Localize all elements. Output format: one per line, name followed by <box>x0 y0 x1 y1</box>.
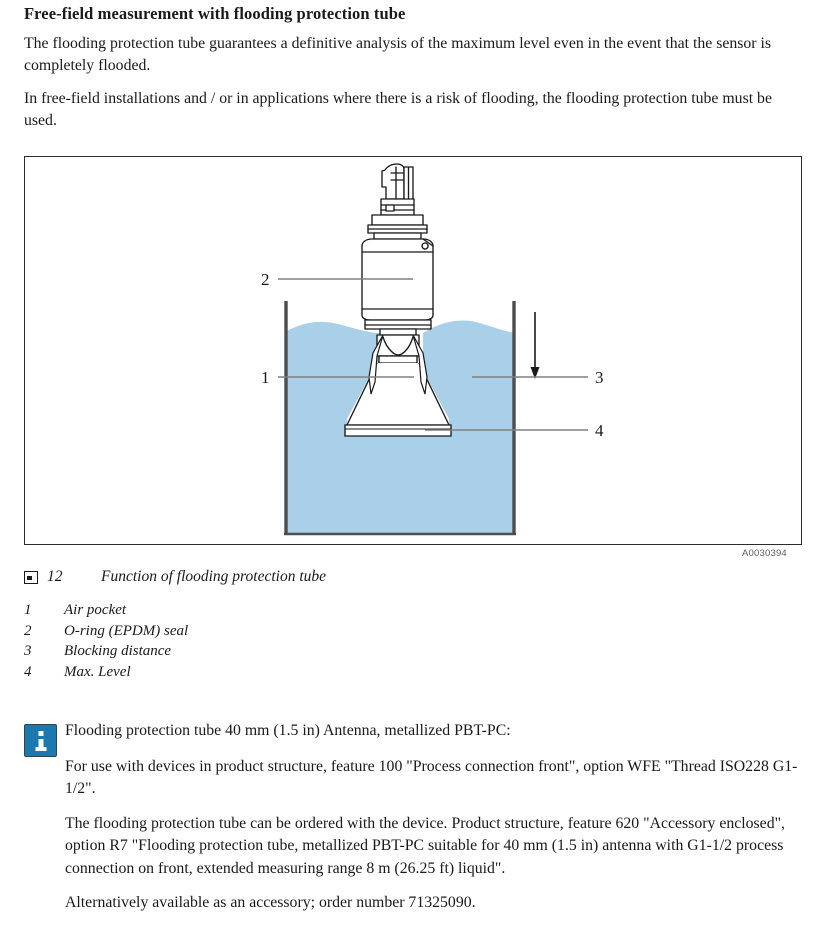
note-paragraph-3: The flooding protection tube can be ordered with the device. Product structure, feature 620 "Accessory enclosed", option R7 "Flooding protection tube, metallized PBT-PC suitable for 40 mm (1.5 in) antenna with G1-1/2 process connection on front, extended measuring range 8 m (26.25 ft) liquid". <box>65 814 785 877</box>
flooding-protection-tube-diagram <box>25 157 801 544</box>
legend-key: 4 <box>24 663 32 680</box>
legend-label: Air pocket <box>64 602 127 618</box>
blocking-distance-arrow <box>531 312 540 379</box>
legend-item <box>24 600 188 621</box>
legend-key: 1 <box>24 602 32 618</box>
figure-number: 12 <box>47 568 63 585</box>
o-ring-seal <box>365 320 431 329</box>
note-paragraph-4: Alternatively available as an accessory; order number 71325090. <box>65 894 476 911</box>
legend-key: 2 <box>24 622 32 639</box>
figure-caption <box>24 568 326 586</box>
legend-item <box>24 662 188 683</box>
figure-image-id: A0030394 <box>742 548 787 559</box>
legend-label: Blocking distance <box>64 643 172 660</box>
callout-marker-2: 2 <box>261 270 270 289</box>
note-paragraph-1: Flooding protection tube 40 mm (1.5 in) Antenna, metallized PBT-PC: <box>65 722 511 739</box>
note-paragraph-2: For use with devices in product structure, feature 100 "Process connection front", option WFE "Thread ISO228 G1-1/2". <box>65 757 798 797</box>
info-note-body <box>65 720 805 915</box>
callout-marker-4: 4 <box>595 421 604 440</box>
legend-label: Max. Level <box>64 663 131 680</box>
intro-paragraph-2: In free-field installations and / or in applications where there is a risk of flooding, the flooding protection tube must be used. <box>24 90 772 129</box>
legend-item <box>24 641 188 662</box>
intro-paragraph-1: The flooding protection tube guarantees a definitive analysis of the maximum level even in the event that the sensor is completely flooded. <box>24 35 772 74</box>
info-icon <box>24 724 57 757</box>
figure-legend <box>24 600 188 682</box>
figure-caption-text: Function of flooding protection tube <box>101 568 327 585</box>
info-icon-dot <box>38 731 43 736</box>
page-title: Free-field measurement with flooding protection tube <box>24 4 406 23</box>
callout-marker-1: 1 <box>261 368 270 387</box>
legend-item <box>24 621 188 642</box>
info-icon-base <box>35 747 46 751</box>
legend-label: O-ring (EPDM) seal <box>64 622 189 639</box>
legend-key: 3 <box>24 643 32 660</box>
figure-icon <box>24 571 38 584</box>
callout-marker-3: 3 <box>595 368 604 387</box>
figure-frame <box>24 156 802 545</box>
